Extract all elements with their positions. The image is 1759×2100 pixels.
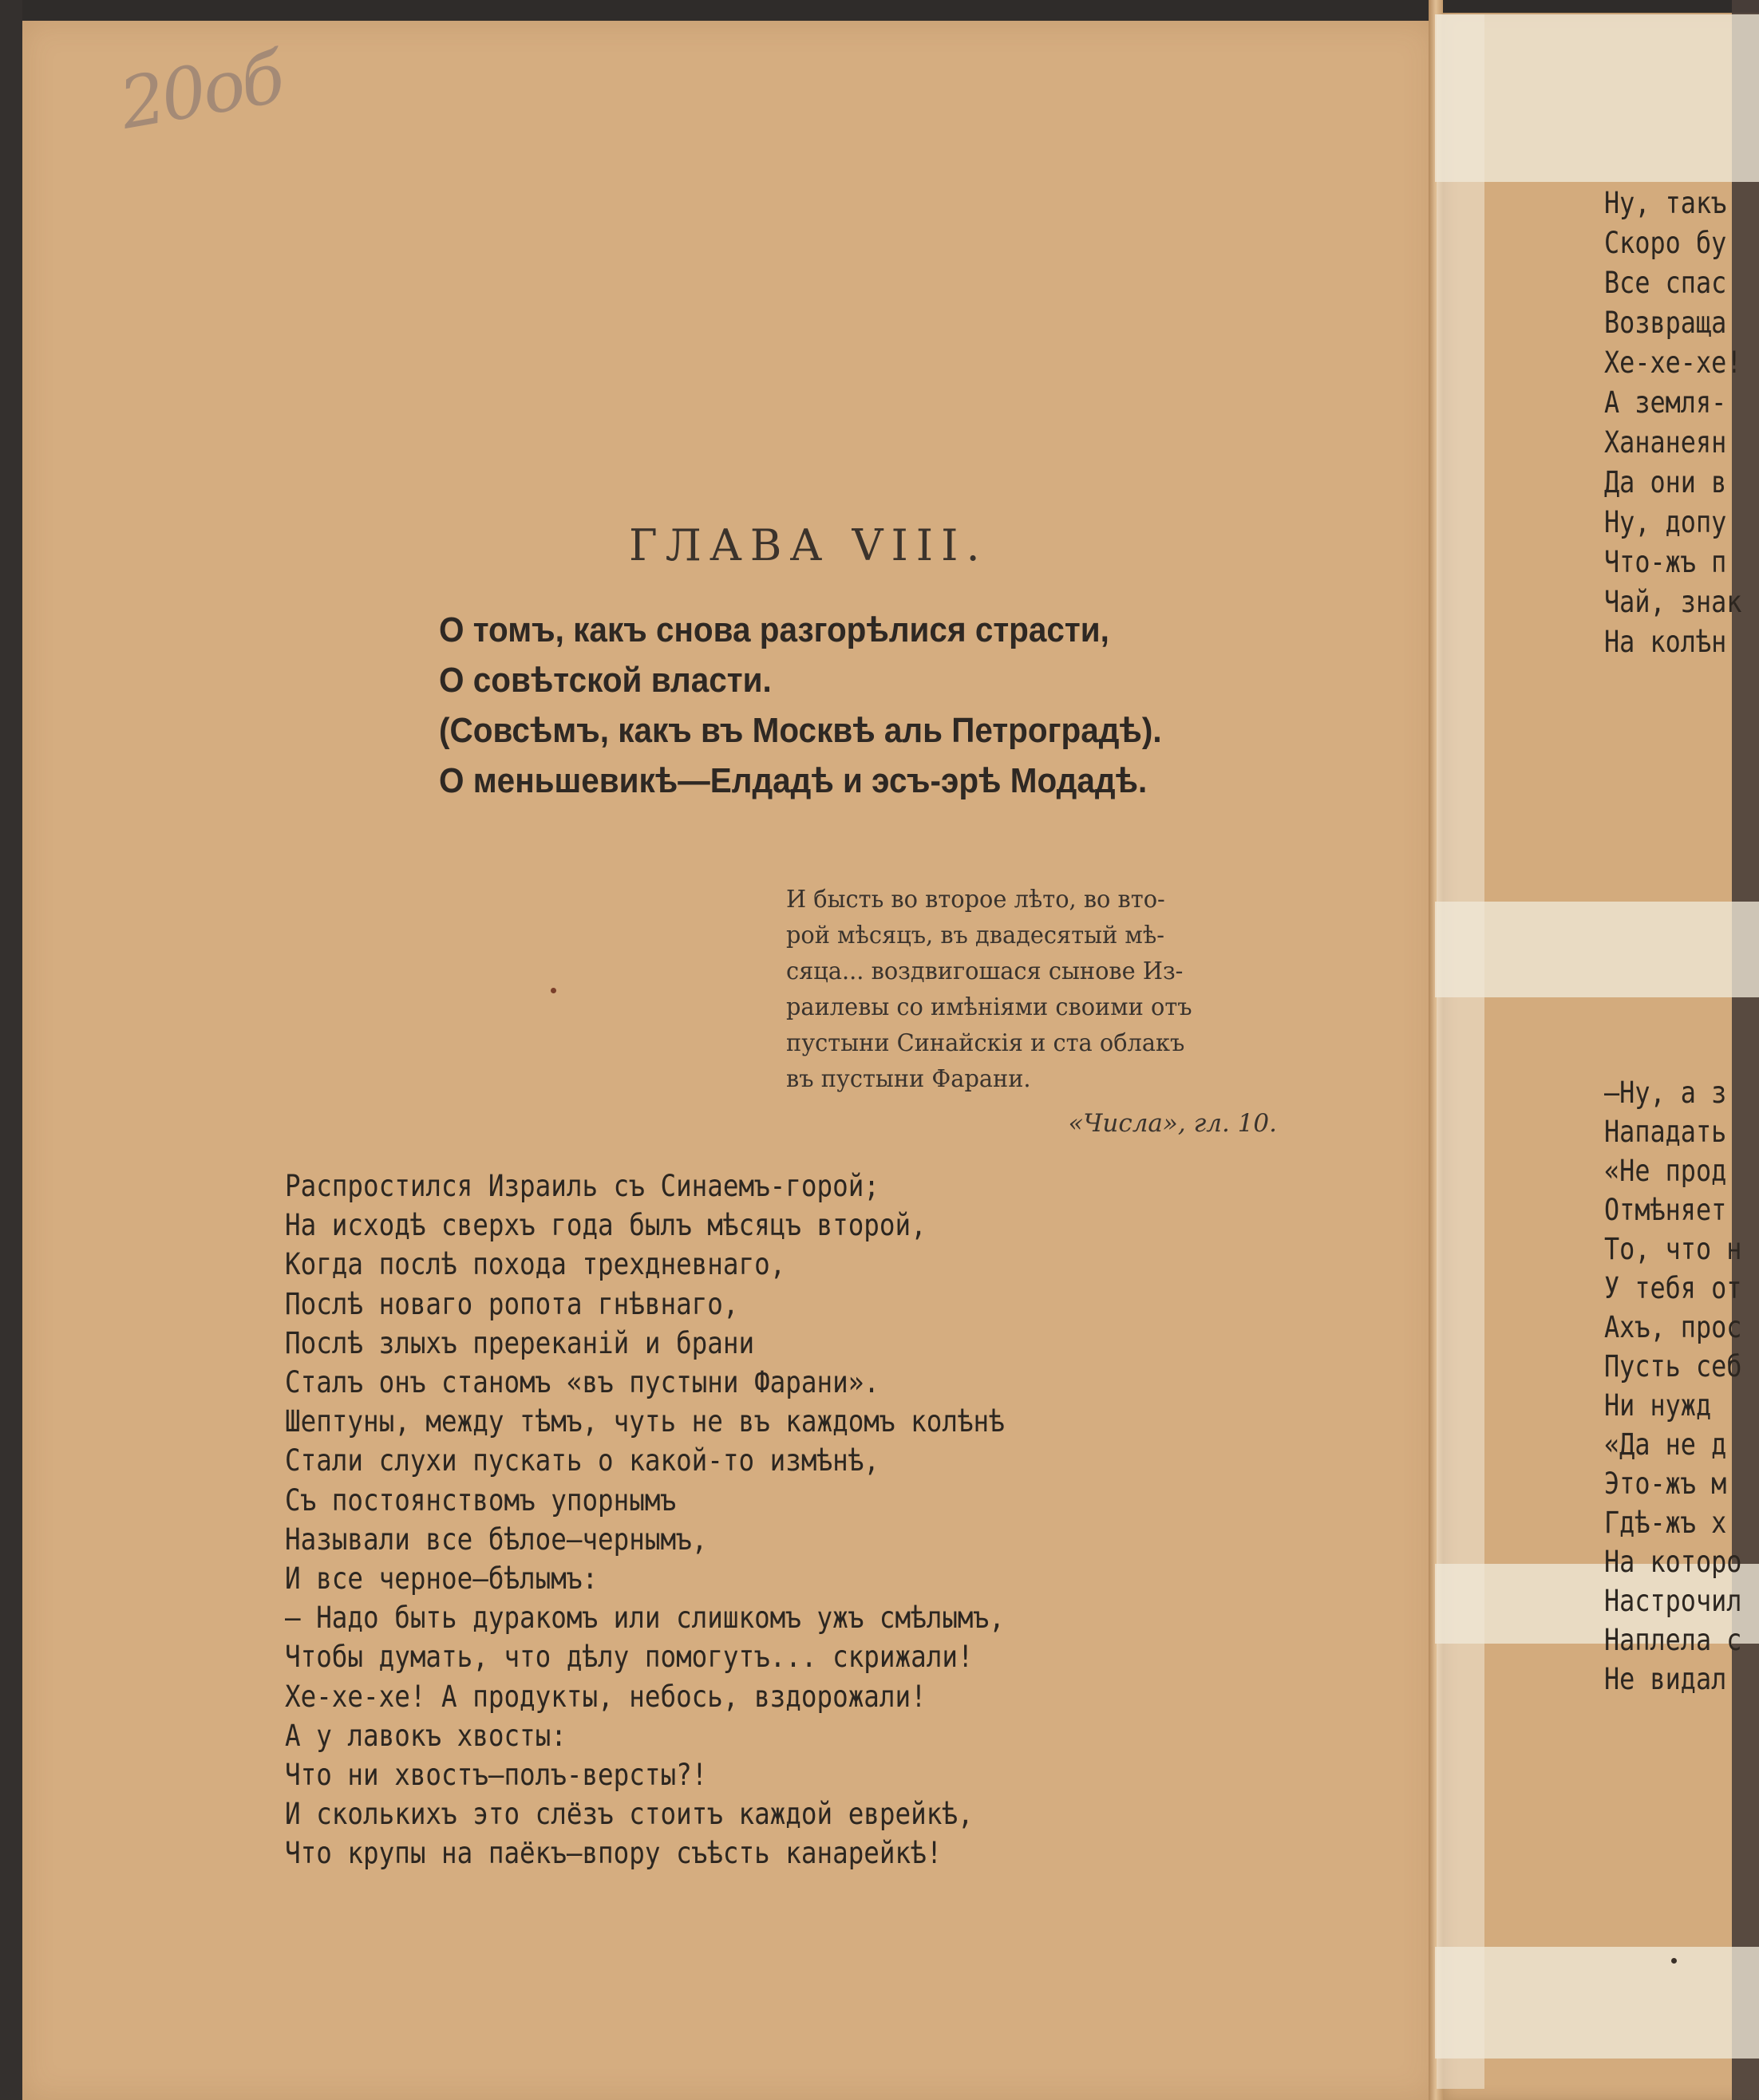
epigraph-line: сяца... воздвигошася сынове Из- [786, 957, 1184, 985]
right-page-line: Возвраща [1604, 306, 1727, 340]
poem-line: Что крупы на паёкъ—впору съѣсть канарейкѣ! [285, 1836, 943, 1871]
right-page-line: Ну, такъ [1604, 186, 1727, 220]
poem-line: Когда послѣ похода трехдневнаго, [285, 1247, 786, 1282]
paper-speck [1671, 1958, 1677, 1964]
right-page-line: —Ну, а з [1604, 1076, 1727, 1110]
poem-body [285, 1166, 1163, 1873]
poem-line: Стали слухи пускать о какой-то измѣнѣ, [285, 1443, 880, 1478]
poem-line: Называли все бѣлое—чернымъ, [285, 1522, 708, 1557]
poem-line: Послѣ новаго ропота гнѣвнаго, [285, 1286, 739, 1321]
poem-line: А у лавокъ хвосты: [285, 1718, 567, 1753]
right-page-line: Ни нужд [1604, 1388, 1712, 1423]
right-page-line: Отмѣняет [1604, 1193, 1727, 1227]
epigraph-line: въ пустыни Фарани. [786, 1065, 1031, 1093]
right-page-line: «Не прод [1604, 1154, 1727, 1188]
subtitle-line: (Совсѣмъ, какъ въ Москвѣ аль Петроградѣ). [439, 711, 1162, 750]
poem-line: Распростился Израиль съ Синаемъ-горой; [285, 1169, 880, 1203]
poem-line: — Надо быть дуракомъ или слишкомъ ужъ смѣлымъ, [285, 1601, 1005, 1636]
epigraph-line: раилевы со имѣніями своими отъ [786, 993, 1192, 1021]
poem-line: Послѣ злыхъ пререканій и брани [285, 1325, 755, 1360]
right-page-line: Ну, допу [1604, 505, 1727, 539]
paper-speck [551, 988, 556, 993]
right-page-line: Хе-хе-хе! [1604, 345, 1742, 380]
right-page-line: На которо [1604, 1545, 1742, 1579]
poem-line: Шептуны, между тѣмъ, чуть не въ каждомъ колѣнѣ [285, 1404, 1005, 1439]
right-page-line: Наплела с [1604, 1623, 1742, 1657]
right-page-line: То, что н [1604, 1232, 1742, 1266]
tape-strip-bottom [1435, 1947, 1759, 2059]
right-page-line: «Да не д [1604, 1427, 1727, 1462]
subtitle-line: О меньшевикѣ—Елдадѣ и эсъ-эрѣ Модадѣ. [439, 761, 1148, 800]
right-page-line: Настрочил [1604, 1584, 1742, 1618]
right-page-line: Пусть себ [1604, 1349, 1742, 1384]
poem-line: Что ни хвостъ—полъ-версты?! [285, 1758, 708, 1793]
right-page-line: Это-жъ м [1604, 1466, 1727, 1501]
right-page-line: У тебя от [1604, 1271, 1742, 1305]
right-page-line: Чай, знак [1604, 585, 1742, 619]
right-page-line: Нападать [1604, 1115, 1727, 1149]
poem-line: И все черное—бѣлымъ: [285, 1561, 599, 1597]
tape-strip-middle [1435, 902, 1759, 997]
right-page-line: На колѣн [1604, 625, 1727, 659]
subtitle-line: О совѣтской власти. [439, 661, 772, 700]
scan-backdrop-left [0, 0, 22, 2100]
epigraph-line: пустыни Синайскія и ста облакъ [786, 1029, 1185, 1057]
epigraph [786, 882, 1284, 1097]
right-page-line: Скоро бу [1604, 226, 1727, 260]
poem-line: Чтобы думать, что дѣлу помогутъ... скрижали! [285, 1640, 974, 1675]
right-page-top-column [1604, 184, 1759, 662]
poem-line: Хе-хе-хе! А продукты, небось, вздорожали! [285, 1679, 927, 1714]
right-page-bottom-column [1604, 1073, 1759, 1699]
right-page-line: Хананеян [1604, 425, 1727, 460]
subtitle-line: О томъ, какъ снова разгорѣлися страсти, [439, 610, 1109, 649]
right-page-line: Что-жъ п [1604, 545, 1727, 579]
archive-folio-mark: 20об [113, 36, 288, 145]
right-page-line: А земля- [1604, 385, 1727, 420]
right-page-line: Да они в [1604, 465, 1727, 499]
tape-strip-top [1435, 14, 1759, 182]
epigraph-source: «Числа», гл. 10. [1068, 1109, 1277, 1138]
right-page-line: Гдѣ-жъ х [1604, 1506, 1727, 1540]
poem-line: На исходѣ сверхъ года былъ мѣсяцъ второй, [285, 1208, 927, 1243]
right-page-line: Ахъ, прос [1604, 1310, 1742, 1344]
poem-line: И сколькихъ это слёзъ стоитъ каждой еврейкѣ, [285, 1797, 974, 1832]
right-page-line: Все спас [1604, 266, 1727, 300]
poem-line: Съ постоянствомъ упорнымъ [285, 1482, 677, 1518]
epigraph-line: И бысть во второе лѣто, во вто- [786, 886, 1165, 914]
right-page-line: Не видал [1604, 1662, 1727, 1696]
chapter-title: ГЛАВА VIII. [629, 520, 988, 570]
poem-line: Сталъ онъ станомъ «въ пустыни Фарани». [285, 1365, 880, 1400]
epigraph-line: рой мѣсяцъ, въ двадесятый мѣ- [786, 922, 1164, 949]
tape-strip-vertical [1437, 14, 1484, 2089]
chapter-subtitle [439, 605, 1261, 806]
